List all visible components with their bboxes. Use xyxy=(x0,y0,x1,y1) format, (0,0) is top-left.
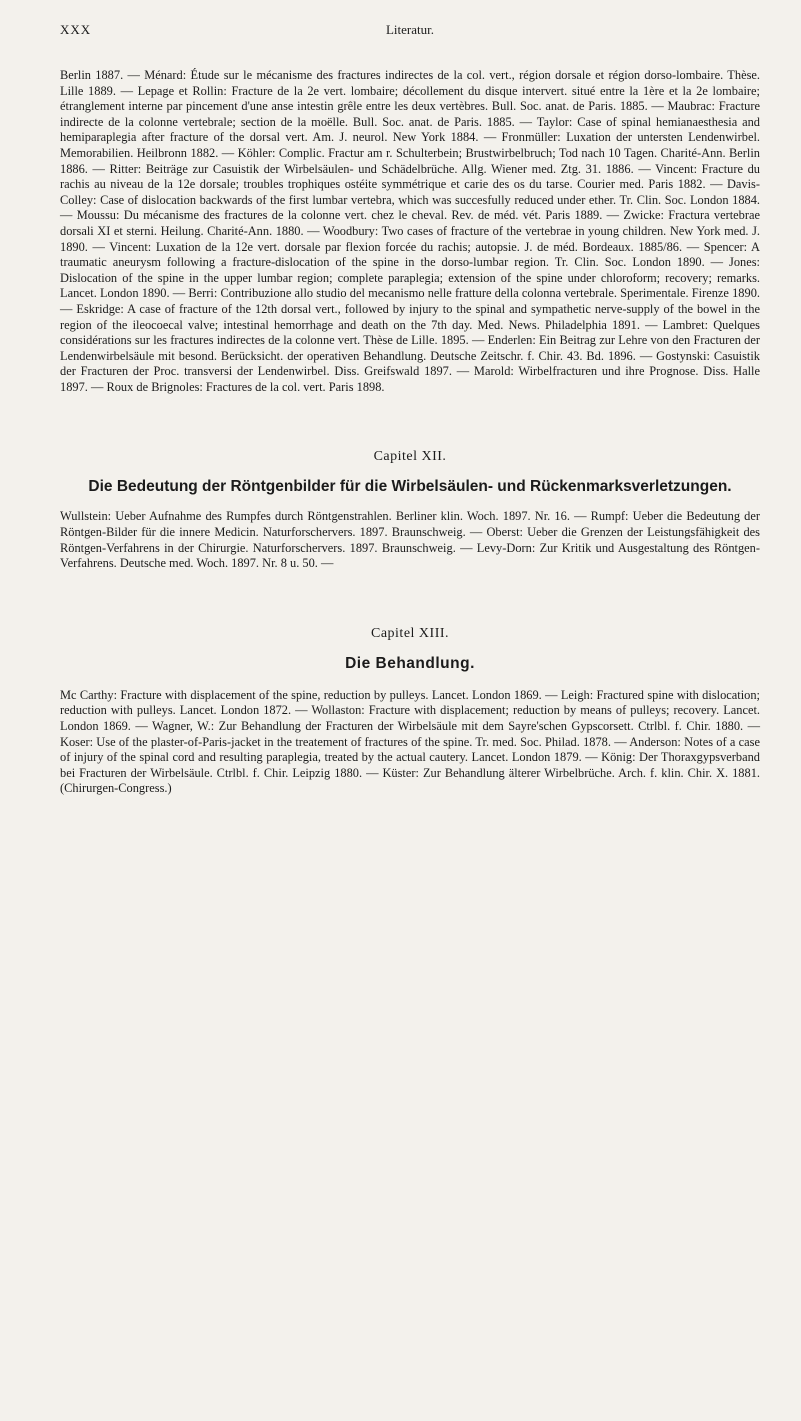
book-page xyxy=(60,20,760,1410)
bibliography-continuation: Berlin 1887. — Ménard: Étude sur le mécanisme des fractures indirectes de la col. vert., région dorsale et région dorso-lombaire. Thèse. Lille 1889. — Lepage et Rollin: Fracture de la 2e vert. lombaire; décollement du disque intervert. situé entre la 1ère et la 2e lombaire; étranglement interne par pincement d'une anse intestin grêle entre les deux vertèbres. Bull. Soc. anat. de Paris. 1885. — Maubrac: Fracture indirecte de la colonne vertebrale; section de la moëlle. Bull. Soc. anat. de Paris. 1885. — Taylor: Case of spinal hemianaesthesia and hemiparaplegia after fracture of the dorsal vert. Am. J. neurol. New York 1884. — Fronmüller: Luxation der untersten Lendenwirbel. Memorabilien. Heilbronn 1882. — Köhler: Complic. Fractur am r. Schulterbein; Brustwirbelbruch; Tod nach 10 Tagen. Charité-Ann. Berlin 1886. — Ritter: Beiträge zur Casuistik der Wirbelsäulen- und Schädelbrüche. Allg. Wiener med. Ztg. 31. 1886. — Vincent: Fracture du rachis au niveau de la 12e dorsale; troubles trophiques ostéite symmétrique et carie des os du tarse. Courier med. Paris 1882. — Davis-Colley: Case of dislocation backwards of the first lumbar vertebra, which was succesfully reduced under ether. Tr. Clin. Soc. London 1884. — Moussu: Du mécanisme des fractures de la colonne vert. chez le cheval. Rev. de méd. vét. Paris 1889. — Zwicke: Fractura vertebrae dorsali XI et sterni. Heilung. Charité-Ann. 1880. — Woodbury: Two cases of fracture of the vertebrae in young children. New York med. J. 1890. — Vincent: Luxation de la 12e vert. dorsale par flexion forcée du rachis; autopsie. J. de méd. Bordeaux. 1885/86. — Spencer: A traumatic aneurysm following a fracture-dislocation of the spine in the dorso-lumbar region. Tr. Clin. Soc. London 1890. — Jones: Dislocation of the spine in the upper lumbar region; complete paraplegia; extension of the spine under chloroform; recovery; remarks. Lancet. London 1890. — Berri: Contribuzione allo studio del mecanismo nelle fratture della colonna vertebrale. Sperimentale. Firenze 1890. — Eskridge: A case of fracture of the 12th dorsal vert., followed by injury to the spinal and sympathetic nerve-supply of the bowel in the region of the ileocoecal valve; intestinal hemorrhage and death on the 7th day. Med. News. Philadelphia 1891. — Lambret: Quelques considérations sur les fractures indirectes de la colonne vert. Thèse de Lille. 1895. — Enderlen: Ein Beitrag zur Lehre von den Fracturen der Lendenwirbelsäule mit besond. Berücksicht. der operativen Behandlung. Deutsche Zeitschr. f. Chir. 43. Bd. 1896. — Gostynski: Casuistik der Fracturen der Proc. transversi der Lendenwirbel. Diss. Greifswald 1897. — Marold: Wirbelfracturen und ihre Prognose. Diss. Halle 1897. — Roux de Brignoles: Fractures de la col. vert. Paris 1898. xyxy=(60,68,760,394)
chapter-12-label: Capitel XII. xyxy=(373,449,447,465)
running-title: Literatur. xyxy=(385,22,434,37)
chapter-13-heading: Die Behandlung. xyxy=(345,654,475,672)
chapter-13-bibliography: Mc Carthy: Fracture with displacement of the spine, reduction by pulleys. Lancet. London 1869. — Leigh: Fractured spine with dislocation; reduction with pulleys. Lancet. London 1872. — Wollaston: Fracture with displacement; reduction by means of pulleys; recovery. Lancet. London 1869. — Wagner, W.: Zur Behandlung der Fracturen der Wirbelsäule mit dem Sayre'schen Gypscorsett. Ctrlbl. f. Chir. 1880. — Koser: Use of the plaster-of-Paris-jacket in the treatement of fractures of the spine. Tr. med. Soc. Philad. 1878. — Anderson: Notes of a case of injury of the spinal cord and resulting paraplegia, treated by the actual cautery. Lancet. London 1879. — König: Der Thoraxgypsverband bei Fracturen der Wirbelsäule. Ctrlbl. f. Chir. Leipzig 1880. — Küster: Zur Behandlung älterer Wirbelbrüche. Arch. f. klin. Chir. X. 1881. (Chirurgen-Congress.) xyxy=(60,687,760,796)
chapter-12-heading: Die Bedeutung der Röntgenbilder für die Wirbelsäulen- und Rückenmarksverletzungen. xyxy=(88,478,732,496)
page-number: XXX xyxy=(60,22,92,37)
chapter-12-bibliography: Wullstein: Ueber Aufnahme des Rumpfes durch Röntgenstrahlen. Berliner klin. Woch. 1897. Nr. 16. — Rumpf: Ueber die Bedeutung der Röntgen-Bilder für die innere Medicin. Naturforschervers. 1897. Braunschweig. — Oberst: Ueber die Grenzen der Leistungsfähigkeit des Röntgen-Verfahrens in der Chirurgie. Naturforschervers. 1897. Braunschweig. — Levy-Dorn: Zur Kritik und Ausgestaltung des Röntgen-Verfahrens. Deutsche med. Woch. 1897. Nr. 8 u. 50. — xyxy=(60,509,760,571)
chapter-13-label: Capitel XIII. xyxy=(370,625,450,641)
running-head xyxy=(60,20,760,40)
